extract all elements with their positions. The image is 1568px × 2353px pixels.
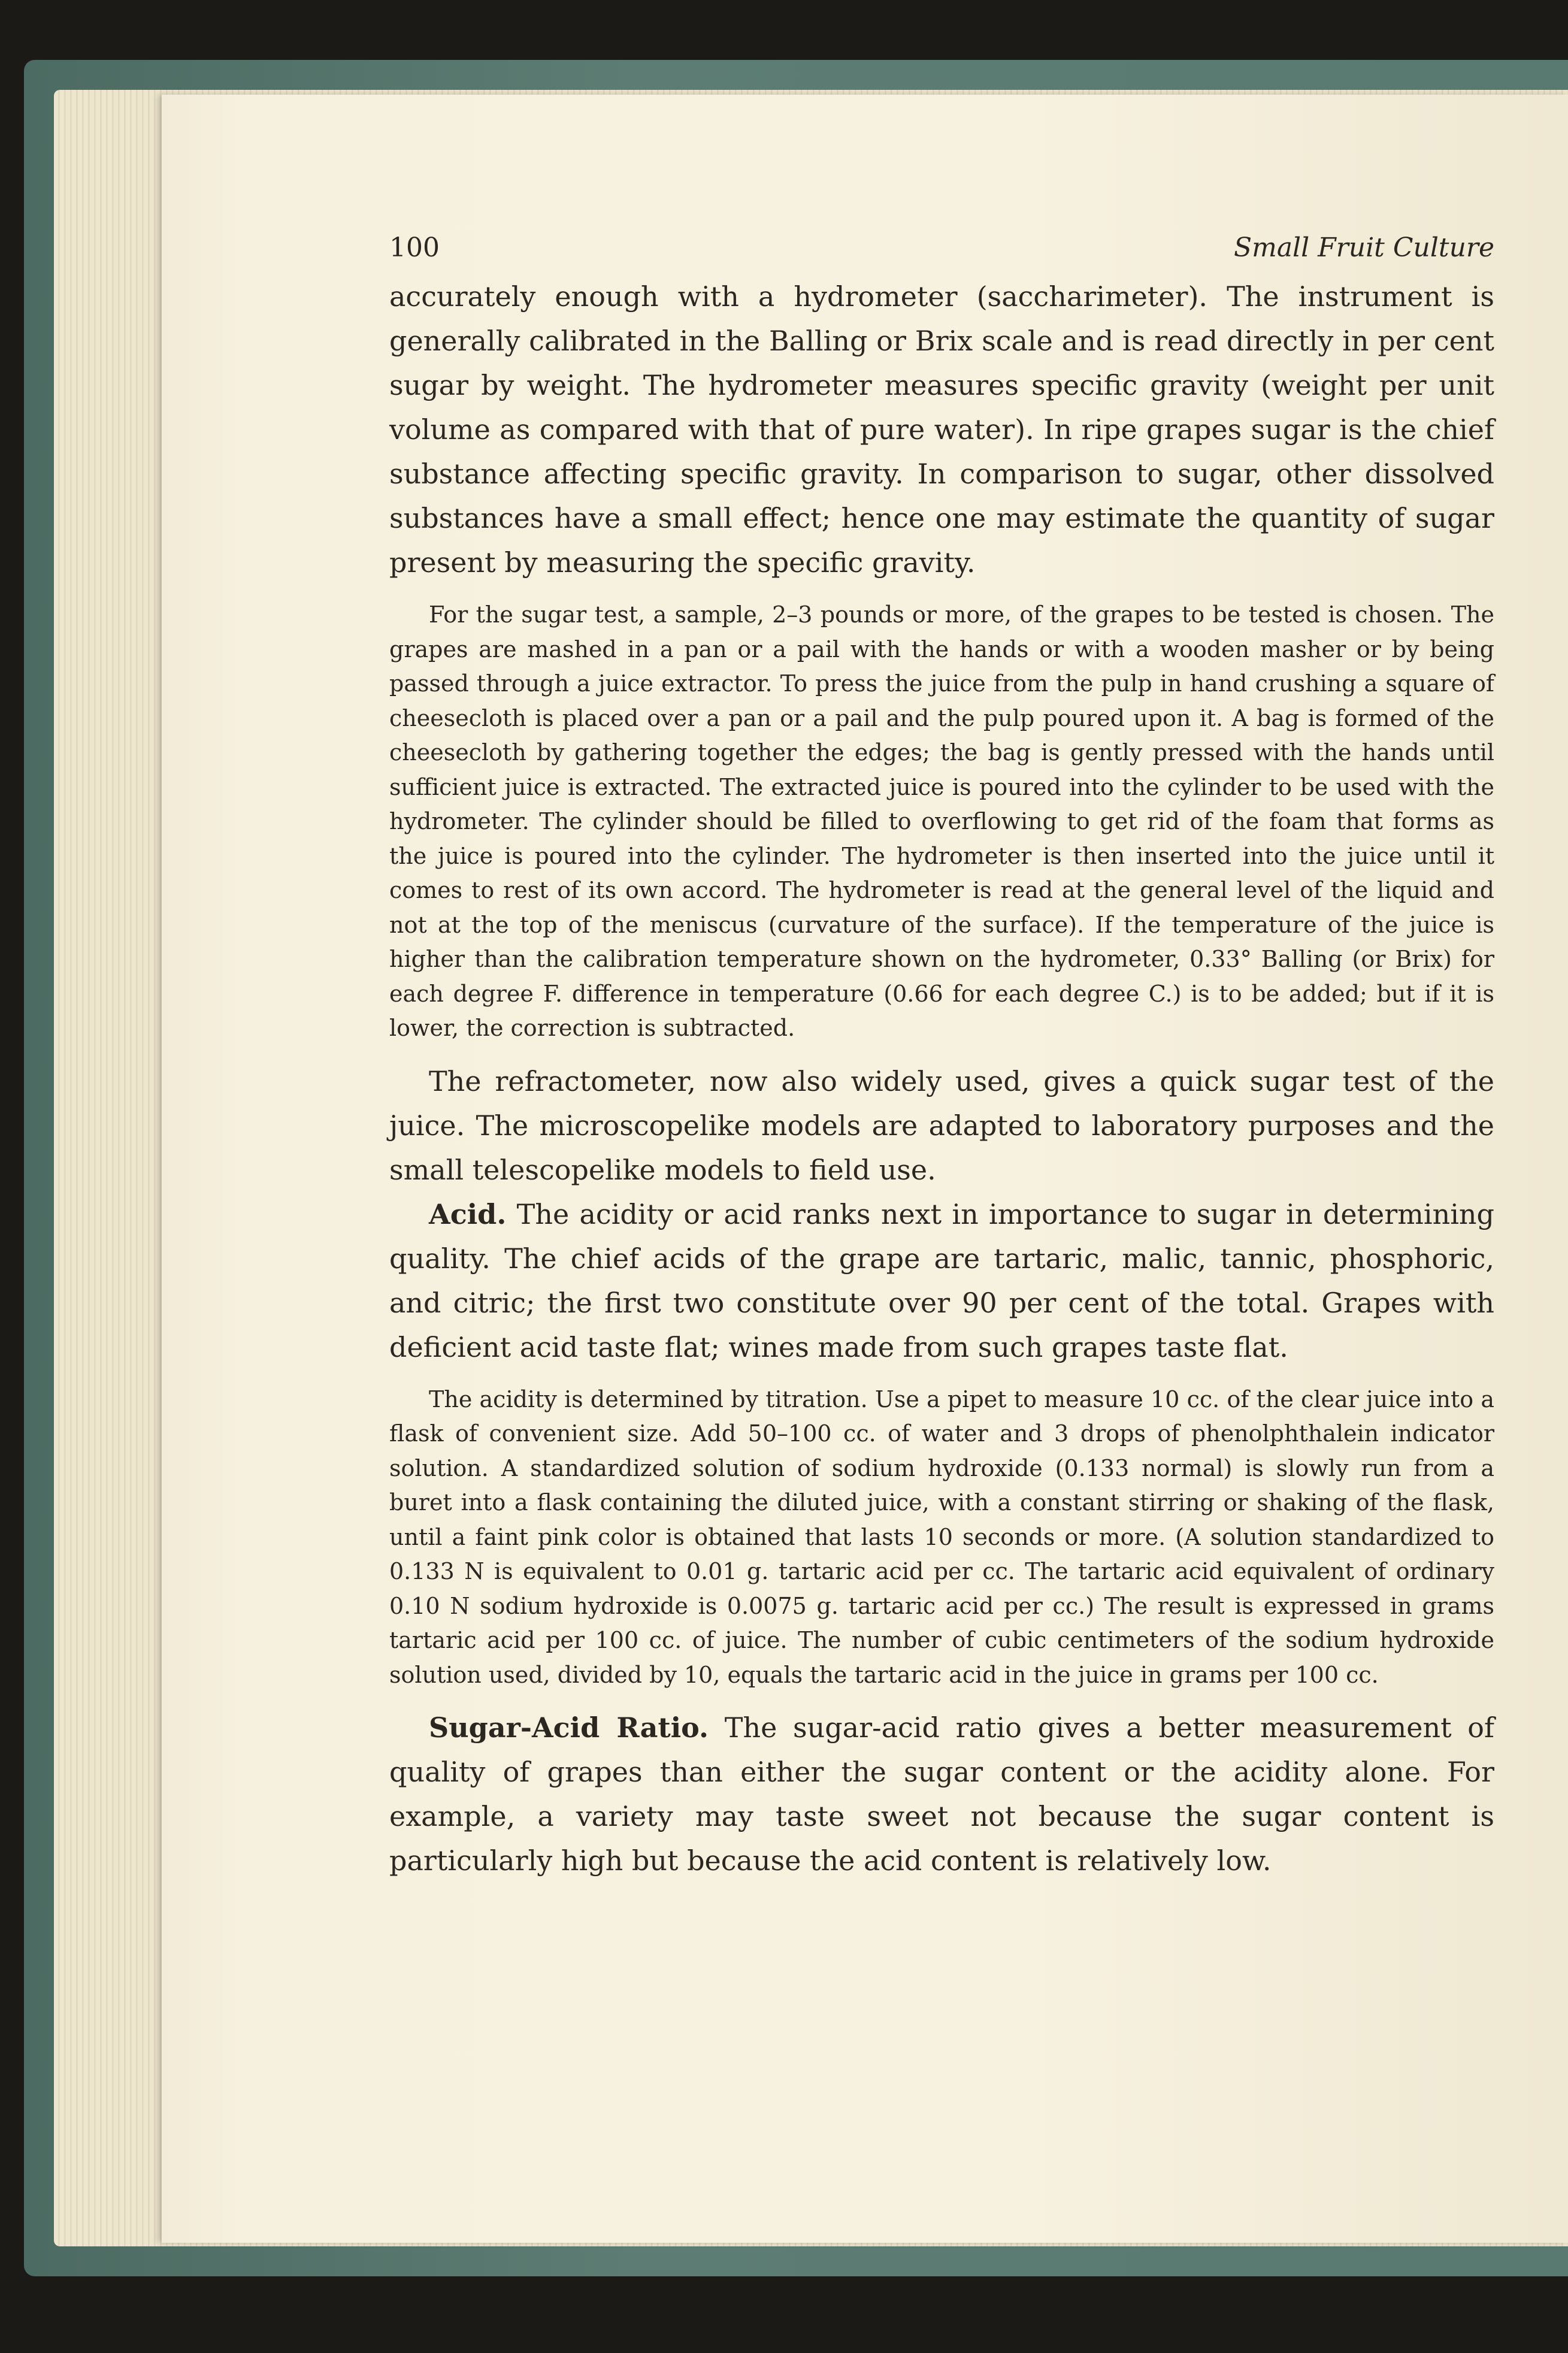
paragraph-hydrometer: accurately enough with a hydrometer (saccharimeter). The instrument is generally calibrated in the Balling or Brix scale and is read directly in per cent sugar by weight. The hydrometer measures specific gravity (weight per unit volume as compared with that of pure water). In ripe grapes sugar is the chief substance affecting specific gravity. In comparison to sugar, other dissolved substances have a small effect; hence one may estimate the quantity of sugar present by measuring the specific gravity. [389,280,1494,579]
ratio-heading: Sugar-Acid Ratio. [429,1711,709,1744]
paragraph-sugar-test: For the sugar test, a sample, 2–3 pounds or more, of the grapes to be tested is chosen. The grapes are mashed in a pan or a pail with the hands or with a wooden masher or by being passed through a juice extractor. To press the juice from the pulp in hand crushing a square of cheesecloth is placed over a pan or a pail and the pulp poured upon it. A bag is formed of the cheesecloth by gathering together the edges; the bag is gently pressed with the hands until sufficient juice is extracted. The extracted juice is poured into the cylinder to be used with the hydrometer. The cylinder should be filled to overflowing to get rid of the foam that forms as the juice is poured into the cylinder. The hydrometer is then inserted into the juice until it comes to rest of its own accord. The hydrometer is read at the general level of the liquid and not at the top of the meniscus (curvature of the surface). If the temperature of the juice is higher than the calibration temperature shown on the hydrometer, 0.33° Balling (or Brix) for each degree F. difference in temperature (0.66 for each degree C.) is to be added; but if it is lower, the correction is subtracted. [389,601,1494,1041]
acid-heading: Acid. [429,1197,507,1230]
acid-text: The acidity or acid ranks next in importance to sugar in determining quality. The chief acids of the grape are tartaric, malic, tannic, phosphoric, and citric; the first two constitute over 90 per cent of the total. Grapes with deficient acid taste flat; wines made from such grapes taste flat. [389,1197,1494,1363]
paragraph-titration: The acidity is determined by titration. Use a pipet to measure 10 cc. of the clear juice into a flask of convenient size. Add 50–100 cc. of water and 3 drops of phenolphthalein indicator solution. A standardized solution of sodium hydroxide (0.133 normal) is slowly run from a buret into a flask containing the diluted juice, with a constant stirring or shaking of the flask, until a faint pink color is obtained that lasts 10 seconds or more. (A solution standardized to 0.133 N is equivalent to 0.01 g. tartaric acid per cc. The tartaric acid equivalent of ordinary 0.10 N sodium hydroxide is 0.0075 g. tartaric acid per cc.) The result is expressed in grams tartaric acid per 100 cc. of juice. The number of cubic centimeters of the sodium hydroxide solution used, divided by 10, equals the tartaric acid in the juice in grams per 100 cc. [389,1386,1494,1688]
page-header [389,232,1494,274]
page-number: 100 [389,232,440,263]
page-content [389,232,1494,1883]
running-head: Small Fruit Culture [1233,232,1494,263]
paragraph-acid [389,1192,1494,1369]
ratio-text: The sugar-acid ratio gives a better measurement of quality of grapes than either the sugar content or the acidity alone. For example, a variety may taste sweet not because the sugar content is particularly high but because the acid content is relatively low. [389,1711,1494,1877]
paragraph-refractometer: The refractometer, now also widely used, gives a quick sugar test of the juice. The microscopelike models are adapted to laboratory purposes and the small telescopelike models to field use. [389,1064,1494,1186]
paragraph-sugar-acid-ratio [389,1705,1494,1883]
